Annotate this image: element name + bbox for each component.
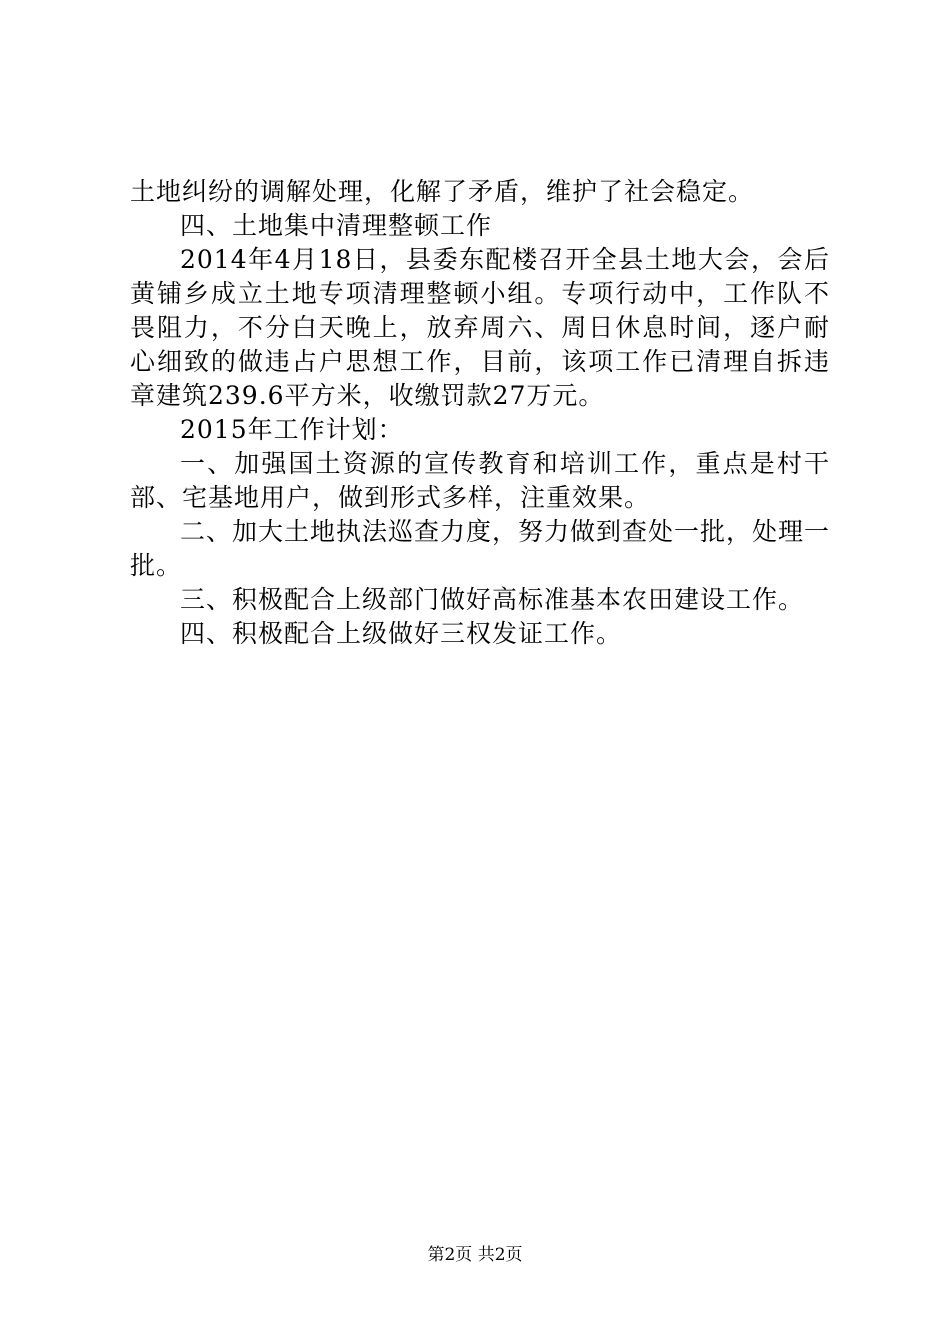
plan-item-two: 二、加大土地执法巡查力度，努力做到查处一批，处理一批。: [130, 517, 831, 580]
page-footer: 第2页 共2页: [427, 1245, 523, 1265]
plan-item-four: 四、积极配合上级做好三权发证工作。: [180, 619, 623, 648]
paragraph-cleanup-action: 2014年4月18日，县委东配楼召开全县土地大会，会后黄铺乡成立土地专项清理整顿小组。专项行动中，工作队不畏阻力，不分白天晚上，放弃周六、周日休息时间，逐户耐心细致的做违占户思想工作，目前，该项工作已清理自拆违章建筑239.6平方米，收缴罚款27万元。: [130, 245, 830, 410]
plan-item-three: 三、积极配合上级部门做好高标准基本农田建设工作。: [180, 585, 805, 614]
paragraph-continuation: 土地纠纷的调解处理，化解了矛盾，维护了社会稳定。: [130, 177, 755, 206]
document-body: [130, 175, 830, 651]
plan-heading: 2015年工作计划：: [180, 415, 404, 444]
section-heading-four: 四、土地集中清理整顿工作: [180, 211, 493, 240]
plan-item-one: 一、加强国土资源的宣传教育和培训工作，重点是村干部、宅基地用户，做到形式多样，注重效果。: [130, 449, 830, 512]
